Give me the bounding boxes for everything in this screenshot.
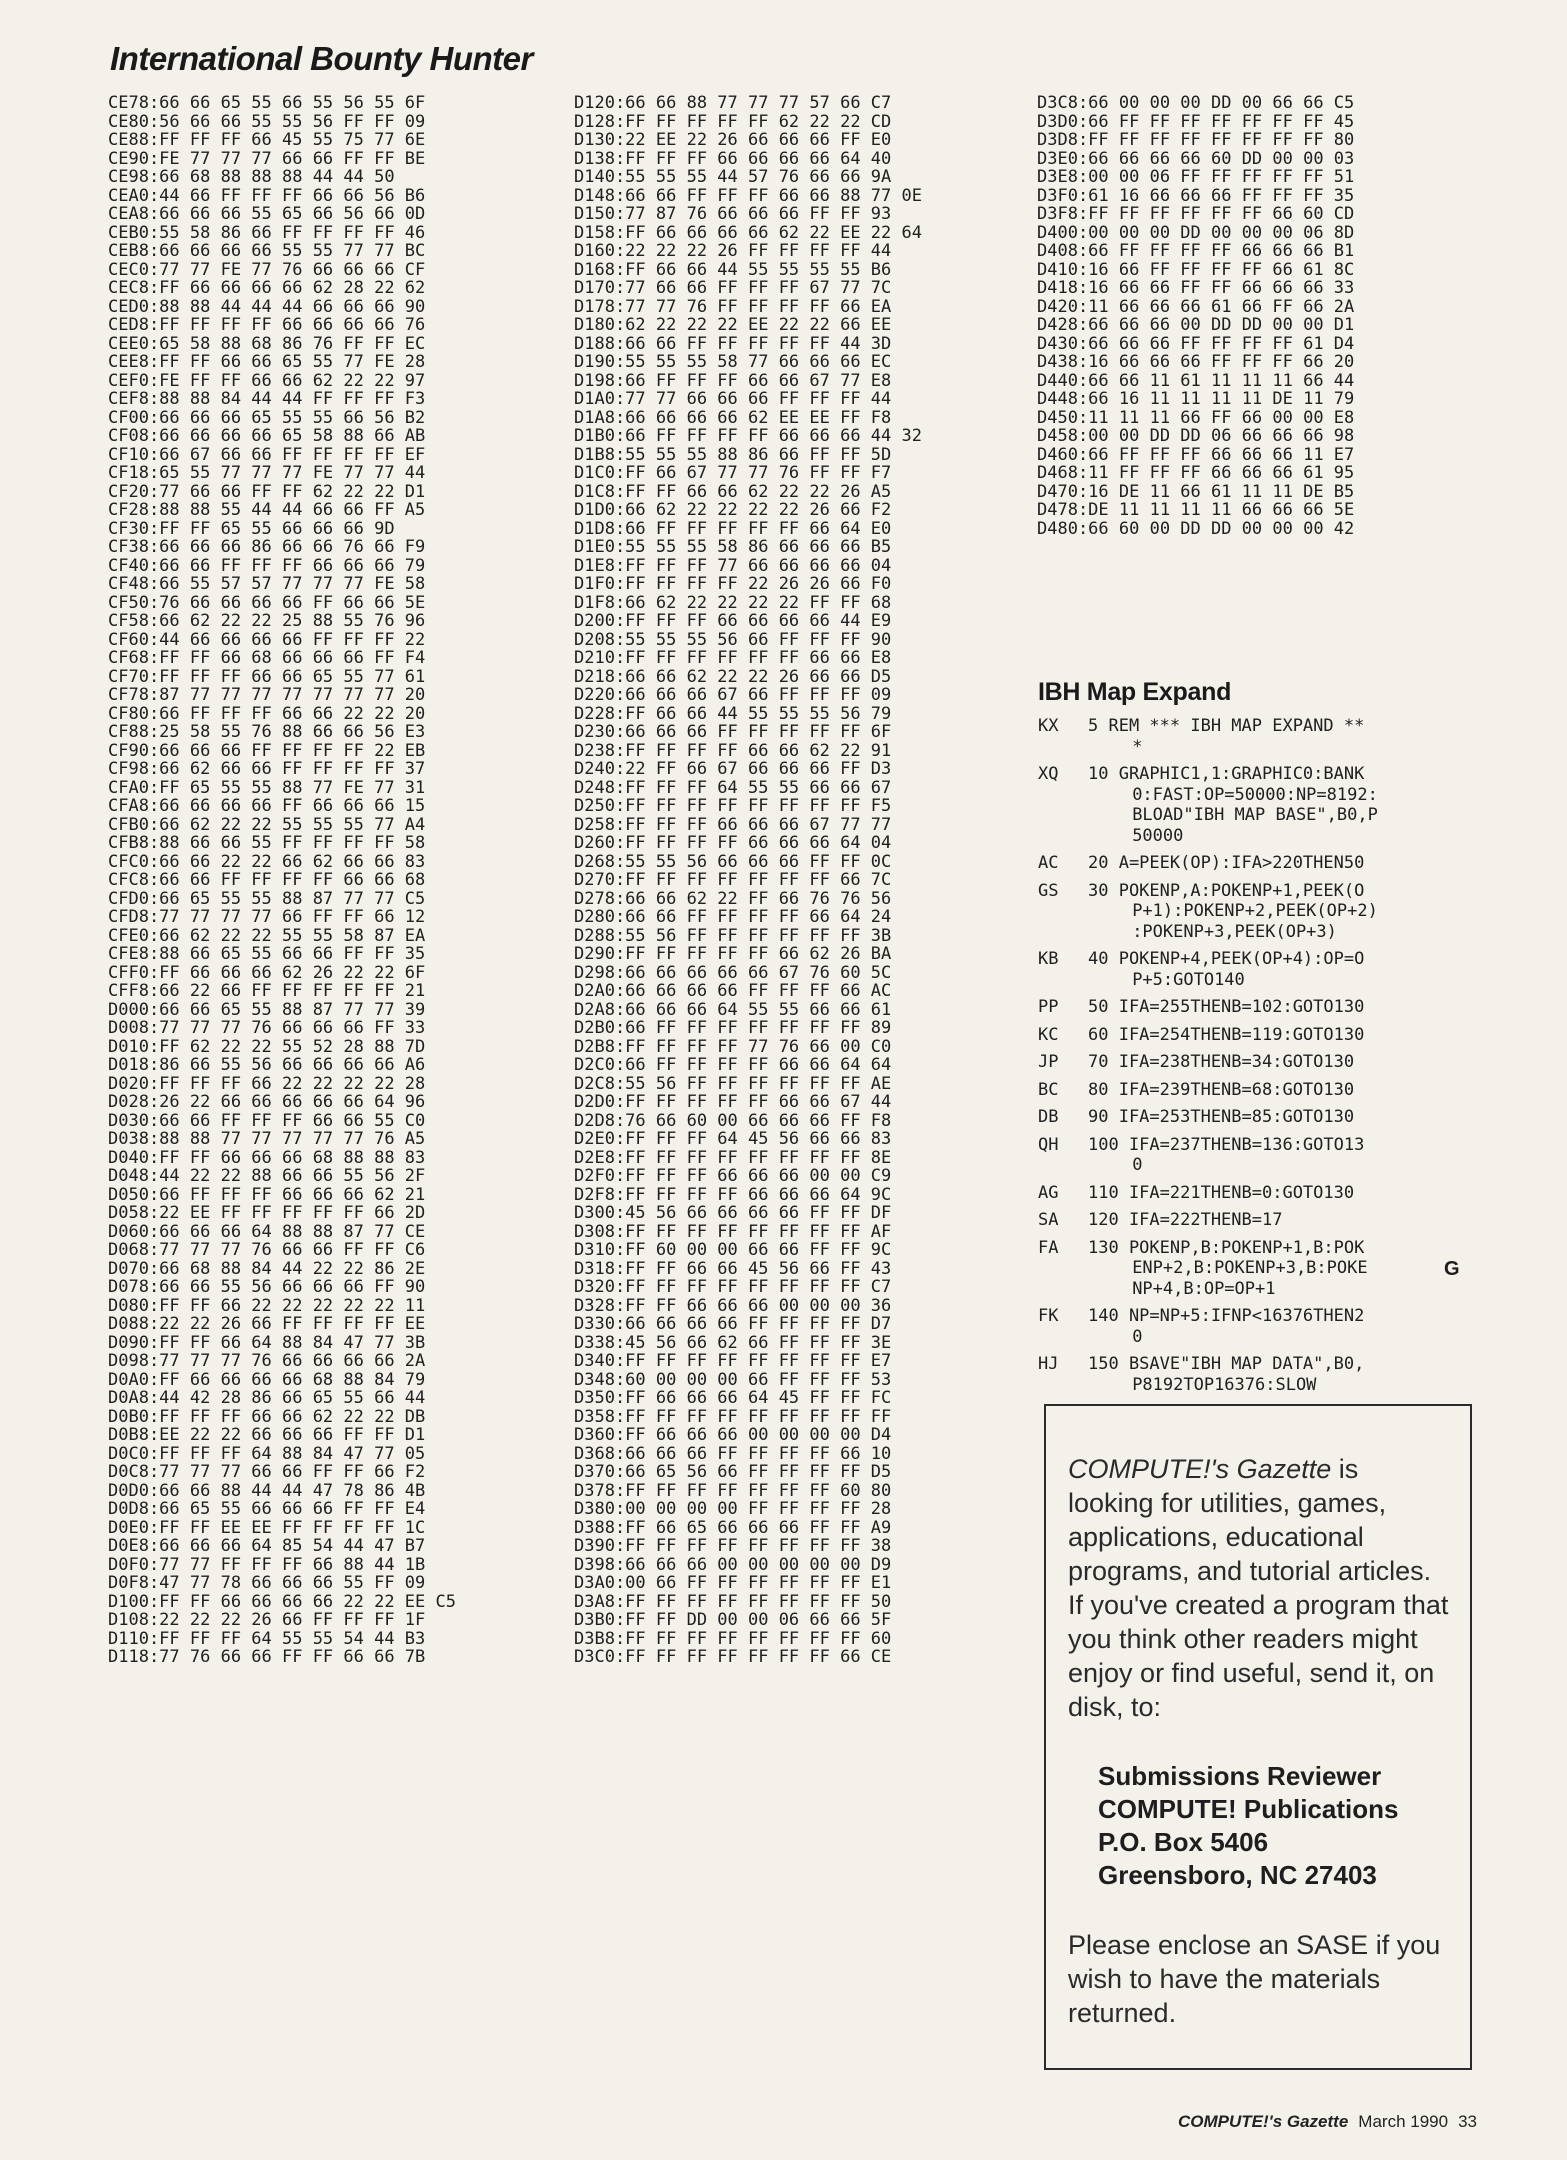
program-code: 30 POKENP,A:POKENP+1,PEEK(O P+1):POKENP+2,PEEK(OP+2) :POKENP+3,PEEK(OP+3)	[1088, 880, 1378, 942]
hex-line: CF68:FF FF 66 68 66 66 66 FF F4	[108, 648, 426, 668]
program-code: 70 IFA=238THENB=34:GOTO130	[1088, 1052, 1355, 1072]
checksum: AG	[1038, 1182, 1059, 1203]
hex-line: CE78:66 66 65 55 66 55 56 55 6F	[108, 93, 426, 113]
hex-line: D188:66 66 FF FF FF FF FF 44 3D	[574, 333, 892, 354]
hex-line: CEE8:FF FF 66 66 65 55 77 FE 28	[108, 352, 426, 372]
hex-line: D280:66 66 FF FF FF FF 66 64 24	[574, 907, 892, 927]
hex-line: D370:66 65 56 66 FF FF FF FF D5	[574, 1462, 892, 1482]
page-number: 33	[1458, 2112, 1477, 2131]
hex-line: CFF0:FF 66 66 66 62 26 22 22 6F	[108, 962, 426, 983]
hex-line: D218:66 66 62 22 22 26 66 66 D5	[574, 666, 892, 687]
hex-line: D1F0:FF FF FF FF 22 26 26 66 F0	[574, 574, 892, 594]
hex-line: D3C8:66 00 00 00 DD 00 66 66 C5	[1037, 93, 1355, 113]
hex-line: CED8:FF FF FF FF 66 66 66 66 76	[108, 315, 426, 335]
hex-line: D190:55 55 55 58 77 66 66 66 EC	[574, 352, 892, 372]
checksum: QH	[1038, 1134, 1059, 1155]
hex-line: D068:77 77 77 76 66 66 FF FF C6	[108, 1240, 426, 1260]
hex-line: D290:FF FF FF FF FF 66 62 26 BA	[574, 944, 892, 964]
program-line	[1038, 881, 1542, 943]
hex-line: D258:FF FF FF 66 66 66 67 77 77	[574, 814, 892, 835]
hex-line: D480:66 60 00 DD DD 00 00 00 42	[1037, 518, 1355, 539]
hex-line: CFB0:66 62 22 22 55 55 55 77 A4	[108, 814, 426, 835]
hex-line: D2C0:66 FF FF FF FF 66 66 64 64	[574, 1055, 892, 1075]
hex-line: CF90:66 66 66 FF FF FF FF 22 EB	[108, 740, 426, 761]
program-line	[1038, 1354, 1542, 1395]
program-line	[1038, 764, 1542, 846]
checksum: FA	[1038, 1237, 1059, 1258]
program-code: 50 IFA=255THENB=102:GOTO130	[1088, 997, 1365, 1017]
hex-line: D180:62 22 22 22 EE 22 22 66 EE	[574, 315, 892, 335]
submission-intro-text: is looking for utilities, games, applications, educational programs, and tutorial articles. If you've created a program that you think other readers might enjoy or find useful, send it, on disk, to:	[1068, 1454, 1449, 1722]
hex-line: CFC0:66 66 22 22 66 62 66 66 83	[108, 851, 426, 872]
hex-line: D178:77 77 76 FF FF FF FF 66 EA	[574, 296, 892, 317]
hex-line: D050:66 FF FF FF 66 66 66 62 21	[108, 1184, 426, 1205]
hex-line: D0F8:47 77 78 66 66 66 55 FF 09	[108, 1573, 426, 1593]
hex-line: D148:66 66 FF FF FF 66 66 88 77 0E	[574, 185, 922, 206]
hex-line: D2F0:FF FF FF 66 66 66 00 00 C9	[574, 1166, 892, 1186]
hex-line: D378:FF FF FF FF FF FF FF 60 80	[574, 1480, 892, 1501]
hex-line: D028:26 22 66 66 66 66 66 64 96	[108, 1092, 426, 1112]
hex-line: D008:77 77 77 76 66 66 66 FF 33	[108, 1018, 426, 1038]
hex-line: D088:22 22 26 66 FF FF FF FF EE	[108, 1314, 426, 1334]
checksum: PP	[1038, 997, 1059, 1017]
hex-line: D0B0:FF FF FF 66 66 62 22 22 DB	[108, 1406, 426, 1427]
program-code: 140 NP=NP+5:IFNP<16376THEN2 0	[1088, 1306, 1365, 1347]
hex-line: D2A8:66 66 66 64 55 55 66 66 61	[574, 999, 892, 1020]
hex-line: D2A0:66 66 66 66 FF FF FF 66 AC	[574, 981, 892, 1001]
hex-line: D2E8:FF FF FF FF FF FF FF FF 8E	[574, 1147, 892, 1168]
hex-line: D200:FF FF FF 66 66 66 66 44 E9	[574, 611, 892, 631]
hex-line: D3F8:FF FF FF FF FF FF 66 60 CD	[1037, 204, 1355, 224]
program-code: 40 POKENP+4,PEEK(OP+4):OP=O P+5:GOTO140	[1088, 949, 1365, 990]
magazine-name: COMPUTE!'s Gazette	[1068, 1454, 1332, 1484]
hex-line: D000:66 66 65 55 88 87 77 77 39	[108, 999, 426, 1020]
hex-line: D0C8:77 77 77 66 66 FF FF 66 F2	[108, 1462, 426, 1482]
hex-line: CF50:76 66 66 66 66 FF 66 66 5E	[108, 592, 426, 613]
hex-line: D158:FF 66 66 66 66 62 22 EE 22 64	[574, 222, 922, 243]
program-code: 130 POKENP,B:POKENP+1,B:POK ENP+2,B:POKENP+3,B:POKE NP+4,B:OP=OP+1	[1088, 1237, 1368, 1299]
section-heading: IBH Map Expand	[1038, 678, 1232, 706]
hex-line: D298:66 66 66 66 66 67 76 60 5C	[574, 962, 892, 983]
hex-line: D3A0:00 66 FF FF FF FF FF FF E1	[574, 1573, 892, 1593]
hex-line: D320:FF FF FF FF FF FF FF FF C7	[574, 1277, 892, 1297]
hex-line: CFB8:88 66 66 55 FF FF FF FF 58	[108, 833, 426, 853]
hex-line: D240:22 FF 66 67 66 66 66 FF D3	[574, 759, 892, 779]
hex-line: D0A0:FF 66 66 66 66 68 88 84 79	[108, 1369, 426, 1390]
hex-line: D450:11 11 11 66 FF 66 00 00 E8	[1037, 407, 1355, 428]
hex-line: D0C0:FF FF FF 64 88 84 47 77 05	[108, 1443, 426, 1464]
hex-line: D128:FF FF FF FF FF 62 22 22 CD	[574, 111, 892, 132]
program-code: 20 A=PEEK(OP):IFA>220THEN50	[1088, 853, 1365, 873]
hex-line: D2B0:66 FF FF FF FF FF FF FF 89	[574, 1018, 892, 1038]
hex-line: D438:16 66 66 66 FF FF FF 66 20	[1037, 352, 1355, 372]
hex-line: D1B8:55 55 55 88 86 66 FF FF 5D	[574, 444, 892, 465]
hex-line: D228:FF 66 66 44 55 55 55 56 79	[574, 703, 892, 724]
hex-line: D160:22 22 22 26 FF FF FF FF 44	[574, 241, 892, 261]
hex-line: D288:55 56 FF FF FF FF FF FF 3B	[574, 925, 892, 946]
hex-line: D040:FF FF 66 66 66 68 88 88 83	[108, 1147, 426, 1168]
hex-line: CEF8:88 88 84 44 44 FF FF FF F3	[108, 389, 426, 409]
program-line	[1038, 853, 1542, 874]
hex-line: D230:66 66 66 FF FF FF FF FF 6F	[574, 722, 892, 742]
submission-address	[1068, 1760, 1450, 1892]
hex-line: D338:45 56 66 62 66 FF FF FF 3E	[574, 1332, 892, 1353]
hex-line: D418:16 66 66 FF FF 66 66 66 33	[1037, 278, 1355, 298]
program-line	[1038, 1052, 1542, 1073]
hex-line: D318:FF FF 66 66 45 56 66 FF 43	[574, 1258, 892, 1279]
checksum: DB	[1038, 1107, 1059, 1127]
hex-line: CF78:87 77 77 77 77 77 77 77 20	[108, 685, 426, 705]
end-of-article-mark: G	[1444, 1258, 1460, 1280]
hex-line: D1C0:FF 66 67 77 77 76 FF FF F7	[574, 463, 892, 483]
hex-line: D478:DE 11 11 11 11 66 66 66 5E	[1037, 500, 1355, 520]
hex-line: CF00:66 66 66 65 55 55 66 56 B2	[108, 407, 426, 428]
program-code: 150 BSAVE"IBH MAP DATA",B0, P8192TOP16376:SLOW	[1088, 1354, 1365, 1395]
hex-line: CF20:77 66 66 FF FF 62 22 22 D1	[108, 481, 426, 502]
hex-line: D440:66 66 11 61 11 11 11 66 44	[1037, 370, 1355, 391]
hex-line: D1F8:66 62 22 22 22 22 FF FF 68	[574, 592, 892, 613]
hex-line: D2C8:55 56 FF FF FF FF FF FF AE	[574, 1073, 892, 1094]
hex-line: D348:60 00 00 00 66 FF FF FF 53	[574, 1369, 892, 1390]
hex-line: D2D0:FF FF FF FF FF 66 66 67 44	[574, 1092, 892, 1112]
hex-line: D1D0:66 62 22 22 22 22 26 66 F2	[574, 500, 892, 520]
hex-line: D0B8:EE 22 22 66 66 66 FF FF D1	[108, 1425, 426, 1445]
checksum: GS	[1038, 880, 1059, 901]
program-code: 10 GRAPHIC1,1:GRAPHIC0:BANK 0:FAST:OP=50000:NP=8192: BLOAD"IBH MAP BASE",B0,P 50000	[1088, 764, 1378, 846]
hex-line: CF18:65 55 77 77 77 FE 77 77 44	[108, 463, 426, 483]
address-line: P.O. Box 5406	[1098, 1827, 1269, 1857]
hex-line: D3E0:66 66 66 66 60 DD 00 00 03	[1037, 148, 1355, 169]
basic-program-listing	[1038, 716, 1542, 1402]
checksum: KX	[1038, 716, 1059, 736]
hex-line: D130:22 EE 22 26 66 66 66 FF E0	[574, 130, 892, 150]
hex-line: CEC0:77 77 FE 77 76 66 66 66 CF	[108, 259, 426, 280]
hex-line: CF30:FF FF 65 55 66 66 66 9D	[108, 518, 395, 539]
hex-line: D118:77 76 66 66 FF FF 66 66 7B	[108, 1647, 426, 1667]
hex-line: D048:44 22 22 88 66 66 55 56 2F	[108, 1166, 426, 1186]
hex-line: D388:FF 66 65 66 66 66 FF FF A9	[574, 1517, 892, 1538]
hex-line: D058:22 EE FF FF FF FF FF 66 2D	[108, 1203, 426, 1223]
hex-line: D390:FF FF FF FF FF FF FF FF 38	[574, 1536, 892, 1556]
program-line	[1038, 1135, 1542, 1176]
address-line: COMPUTE! Publications	[1098, 1794, 1399, 1824]
hex-line: D3E8:00 00 06 FF FF FF FF FF 51	[1037, 167, 1355, 187]
hex-line: CFF8:66 22 66 FF FF FF FF FF 21	[108, 981, 426, 1001]
hex-line: D070:66 68 88 84 44 22 22 86 2E	[108, 1258, 426, 1279]
hex-line: CF08:66 66 66 66 65 58 88 66 AB	[108, 426, 426, 446]
hex-line: CFE8:88 66 65 55 66 66 FF FF 35	[108, 944, 426, 964]
hex-line: D330:66 66 66 66 FF FF FF FF D7	[574, 1314, 892, 1334]
hex-line: D108:22 22 22 26 66 FF FF FF 1F	[108, 1610, 426, 1630]
hex-line: CF28:88 88 55 44 44 66 66 FF A5	[108, 500, 426, 520]
hex-line: D400:00 00 00 DD 00 00 00 06 8D	[1037, 222, 1355, 243]
hex-line: D308:FF FF FF FF FF FF FF FF AF	[574, 1221, 892, 1242]
hex-line: CF80:66 FF FF FF 66 66 22 22 20	[108, 703, 426, 724]
hex-line: CFD8:77 77 77 77 66 FF FF 66 12	[108, 907, 426, 927]
hex-line: D018:86 66 55 56 66 66 66 66 A6	[108, 1055, 426, 1075]
hex-line: D0E8:66 66 66 64 85 54 44 47 B7	[108, 1536, 426, 1556]
hex-line: CEA8:66 66 66 55 65 66 56 66 0D	[108, 204, 426, 224]
hex-line: CFD0:66 65 55 55 88 87 77 77 C5	[108, 888, 426, 909]
hex-line: D208:55 55 55 56 66 FF FF FF 90	[574, 629, 892, 650]
hex-line: D398:66 66 66 00 00 00 00 00 D9	[574, 1554, 892, 1575]
hex-line: CE98:66 68 88 88 88 44 44 50	[108, 167, 395, 187]
hex-line: D3B8:FF FF FF FF FF FF FF FF 60	[574, 1628, 892, 1649]
footer-magazine: COMPUTE!'s Gazette	[1178, 2112, 1349, 2131]
hex-line: D3B0:FF FF DD 00 00 06 66 66 5F	[574, 1610, 892, 1630]
hex-line: D238:FF FF FF FF 66 66 62 22 91	[574, 740, 892, 761]
hex-line: CF88:25 58 55 76 88 66 66 56 E3	[108, 722, 426, 742]
program-line	[1038, 1080, 1542, 1101]
hex-line: D278:66 66 62 22 FF 66 76 76 56	[574, 888, 892, 909]
program-line	[1038, 1238, 1542, 1300]
hex-line: D368:66 66 66 FF FF FF FF 66 10	[574, 1443, 892, 1464]
hex-line: CF38:66 66 66 86 66 66 76 66 F9	[108, 537, 426, 557]
hex-line: D380:00 00 00 00 FF FF FF FF 28	[574, 1499, 892, 1519]
hex-line: D328:FF FF 66 66 66 00 00 00 36	[574, 1295, 892, 1316]
hex-line: D2F8:FF FF FF FF 66 66 66 64 9C	[574, 1184, 892, 1205]
hex-line: D420:11 66 66 66 61 66 FF 66 2A	[1037, 296, 1355, 317]
checksum: HJ	[1038, 1354, 1059, 1374]
hex-line: D0A8:44 42 28 86 66 65 55 66 44	[108, 1388, 426, 1408]
hex-line: D1D8:66 FF FF FF FF FF 66 64 E0	[574, 518, 892, 539]
program-line	[1038, 1210, 1542, 1231]
hex-line: D3A8:FF FF FF FF FF FF FF FF 50	[574, 1591, 892, 1612]
hex-line: CF58:66 62 22 22 25 88 55 76 96	[108, 611, 426, 631]
hex-line: D1E0:55 55 55 58 86 66 66 66 B5	[574, 537, 892, 557]
hex-line: D078:66 66 55 56 66 66 66 FF 90	[108, 1277, 426, 1297]
hex-line: D300:45 56 66 66 66 66 FF FF DF	[574, 1203, 892, 1223]
hex-line: D0F0:77 77 FF FF FF 66 88 44 1B	[108, 1554, 426, 1575]
hex-line: D080:FF FF 66 22 22 22 22 22 11	[108, 1295, 426, 1316]
hex-line: D140:55 55 55 44 57 76 66 66 9A	[574, 167, 892, 187]
hex-line: D120:66 66 88 77 77 77 57 66 C7	[574, 93, 892, 113]
checksum: AC	[1038, 853, 1059, 873]
hex-line: D210:FF FF FF FF FF FF 66 66 E8	[574, 648, 892, 668]
hex-line: D150:77 87 76 66 66 66 FF FF 93	[574, 204, 892, 224]
hex-line: CFA0:FF 65 55 55 88 77 FE 77 31	[108, 777, 426, 798]
hex-line: CE88:FF FF FF 66 45 55 75 77 6E	[108, 130, 426, 150]
hex-line: CE90:FE 77 77 77 66 66 FF FF BE	[108, 148, 426, 169]
hex-line: D468:11 FF FF FF 66 66 66 61 95	[1037, 463, 1355, 483]
hex-line: D248:FF FF FF 64 55 55 66 66 67	[574, 777, 892, 798]
hex-line: CED0:88 88 44 44 44 66 66 66 90	[108, 296, 426, 317]
hex-line: CEE0:65 58 88 68 86 76 FF FF EC	[108, 333, 426, 354]
hex-line: D0D8:66 65 55 66 66 66 FF FF E4	[108, 1499, 426, 1519]
hex-line: D1E8:FF FF FF 77 66 66 66 66 04	[574, 555, 892, 576]
hex-line: D2E0:FF FF FF 64 45 56 66 66 83	[574, 1129, 892, 1149]
checksum: KB	[1038, 949, 1059, 969]
hex-line: D110:FF FF FF 64 55 55 54 44 B3	[108, 1628, 426, 1649]
hex-line: D220:66 66 66 67 66 FF FF FF 09	[574, 685, 892, 705]
hex-line: D038:88 88 77 77 77 77 77 76 A5	[108, 1129, 426, 1149]
hex-line: CFA8:66 66 66 66 FF 66 66 66 15	[108, 796, 426, 816]
hex-line: D060:66 66 66 64 88 88 87 77 CE	[108, 1221, 426, 1242]
hex-line: D1C8:FF FF 66 66 62 22 22 26 A5	[574, 481, 892, 502]
program-line	[1038, 1306, 1542, 1347]
checksum: KC	[1038, 1024, 1059, 1045]
address-line: Greensboro, NC 27403	[1098, 1860, 1377, 1890]
hex-line: D3F0:61 16 66 66 66 FF FF FF 35	[1037, 185, 1355, 206]
hex-line: D170:77 66 66 FF FF FF 67 77 7C	[574, 278, 892, 298]
hex-line: D2D8:76 66 60 00 66 66 66 FF F8	[574, 1110, 892, 1131]
program-line	[1038, 1183, 1542, 1204]
hex-line: D1B0:66 FF FF FF FF 66 66 66 44 32	[574, 426, 922, 446]
hex-line: D3D0:66 FF FF FF FF FF FF FF 45	[1037, 111, 1355, 132]
program-code: 120 IFA=222THENB=17	[1088, 1210, 1283, 1230]
hex-line: D168:FF 66 66 44 55 55 55 55 B6	[574, 259, 892, 280]
hex-line: D100:FF FF 66 66 66 66 22 22 EE C5	[108, 1591, 456, 1612]
hex-dump-column-1	[108, 94, 456, 1667]
hex-line: D408:66 FF FF FF FF 66 66 66 B1	[1037, 241, 1355, 261]
hex-line: D1A8:66 66 66 66 62 EE EE FF F8	[574, 407, 892, 428]
hex-line: D0D0:66 66 88 44 44 47 78 86 4B	[108, 1480, 426, 1501]
checksum: BC	[1038, 1079, 1059, 1100]
address-line: Submissions Reviewer	[1098, 1761, 1382, 1791]
hex-line: D010:FF 62 22 22 55 52 28 88 7D	[108, 1036, 426, 1057]
hex-line: CF10:66 67 66 66 FF FF FF FF EF	[108, 444, 426, 465]
hex-line: D3C0:FF FF FF FF FF FF FF 66 CE	[574, 1647, 892, 1667]
hex-line: D3D8:FF FF FF FF FF FF FF FF 80	[1037, 130, 1355, 150]
hex-line: CFE0:66 62 22 22 55 55 58 87 EA	[108, 925, 426, 946]
hex-line: D448:66 16 11 11 11 11 DE 11 79	[1037, 389, 1355, 409]
hex-line: D410:16 66 FF FF FF FF 66 61 8C	[1037, 259, 1355, 280]
hex-line: D470:16 DE 11 66 61 11 11 DE B5	[1037, 481, 1355, 502]
hex-line: D090:FF FF 66 64 88 84 47 77 3B	[108, 1332, 426, 1353]
hex-line: D030:66 66 FF FF FF 66 66 55 C0	[108, 1110, 426, 1131]
hex-line: D458:00 00 DD DD 06 66 66 66 98	[1037, 426, 1355, 446]
hex-line: D098:77 77 77 76 66 66 66 66 2A	[108, 1351, 426, 1371]
program-line	[1038, 997, 1542, 1018]
hex-line: D360:FF 66 66 66 00 00 00 00 D4	[574, 1425, 892, 1445]
checksum: JP	[1038, 1052, 1059, 1072]
hex-dump-column-3	[1037, 94, 1354, 538]
hex-line: D0E0:FF FF EE EE FF FF FF FF 1C	[108, 1517, 426, 1538]
hex-line: D460:66 FF FF FF 66 66 66 11 E7	[1037, 444, 1355, 465]
hex-line: CEB0:55 58 86 66 FF FF FF FF 46	[108, 222, 426, 243]
submission-closing: Please enclose an SASE if you wish to have the materials returned.	[1068, 1930, 1441, 2028]
hex-line: CF60:44 66 66 66 66 FF FF FF 22	[108, 629, 426, 650]
hex-line: CF48:66 55 57 57 77 77 77 FE 58	[108, 574, 426, 594]
hex-line: CFC8:66 66 FF FF FF FF 66 66 68	[108, 870, 426, 890]
program-code: 110 IFA=221THENB=0:GOTO130	[1088, 1182, 1355, 1203]
program-code: 60 IFA=254THENB=119:GOTO130	[1088, 1024, 1365, 1045]
program-line	[1038, 949, 1542, 990]
hex-line: CF70:FF FF FF 66 66 65 55 77 61	[108, 666, 426, 687]
hex-line: CF98:66 62 66 66 FF FF FF FF 37	[108, 759, 426, 779]
program-line	[1038, 1107, 1542, 1128]
submission-box	[1044, 1404, 1472, 2070]
checksum: SA	[1038, 1210, 1059, 1230]
hex-line: CEA0:44 66 FF FF FF 66 66 56 B6	[108, 185, 426, 206]
program-code: 90 IFA=253THENB=85:GOTO130	[1088, 1107, 1355, 1127]
hex-dump-column-2	[574, 94, 922, 1667]
hex-line: D198:66 FF FF FF 66 66 67 77 E8	[574, 370, 892, 391]
hex-line: D270:FF FF FF FF FF FF FF 66 7C	[574, 870, 892, 890]
page-title: International Bounty Hunter	[110, 40, 533, 77]
checksum: XQ	[1038, 764, 1059, 784]
hex-line: D250:FF FF FF FF FF FF FF FF F5	[574, 796, 892, 816]
program-line	[1038, 716, 1542, 757]
hex-line: D358:FF FF FF FF FF FF FF FF FF	[574, 1406, 892, 1427]
program-line	[1038, 1025, 1542, 1046]
hex-line: D350:FF 66 66 66 64 45 FF FF FC	[574, 1388, 892, 1408]
hex-line: D2B8:FF FF FF FF 77 76 66 00 C0	[574, 1036, 892, 1057]
hex-line: CEC8:FF 66 66 66 66 62 28 22 62	[108, 278, 426, 298]
page-footer	[1168, 2112, 1477, 2132]
hex-line: D340:FF FF FF FF FF FF FF FF E7	[574, 1351, 892, 1371]
program-code: 5 REM *** IBH MAP EXPAND ** *	[1088, 716, 1365, 757]
hex-line: CEB8:66 66 66 66 55 55 77 77 BC	[108, 241, 426, 261]
checksum: FK	[1038, 1306, 1059, 1326]
program-code: 80 IFA=239THENB=68:GOTO130	[1088, 1079, 1355, 1100]
hex-line: CE80:56 66 66 55 55 56 FF FF 09	[108, 111, 426, 132]
hex-line: CF40:66 66 FF FF FF 66 66 66 79	[108, 555, 426, 576]
hex-line: D1A0:77 77 66 66 66 FF FF FF 44	[574, 389, 892, 409]
hex-line: D268:55 55 56 66 66 66 FF FF 0C	[574, 851, 892, 872]
hex-line: D310:FF 60 00 00 66 66 FF FF 9C	[574, 1240, 892, 1260]
submission-intro	[1068, 1452, 1450, 1724]
hex-line: D138:FF FF FF 66 66 66 66 64 40	[574, 148, 892, 169]
hex-line: D428:66 66 66 00 DD DD 00 00 D1	[1037, 315, 1355, 335]
hex-line: D430:66 66 66 FF FF FF FF 61 D4	[1037, 333, 1355, 354]
hex-line: D260:FF FF FF FF 66 66 66 64 04	[574, 833, 892, 853]
footer-issue: March 1990	[1358, 2112, 1449, 2131]
hex-line: CEF0:FE FF FF 66 66 62 22 22 97	[108, 370, 426, 391]
hex-line: D020:FF FF FF 66 22 22 22 22 28	[108, 1073, 426, 1094]
program-code: 100 IFA=237THENB=136:GOTO13 0	[1088, 1134, 1365, 1175]
